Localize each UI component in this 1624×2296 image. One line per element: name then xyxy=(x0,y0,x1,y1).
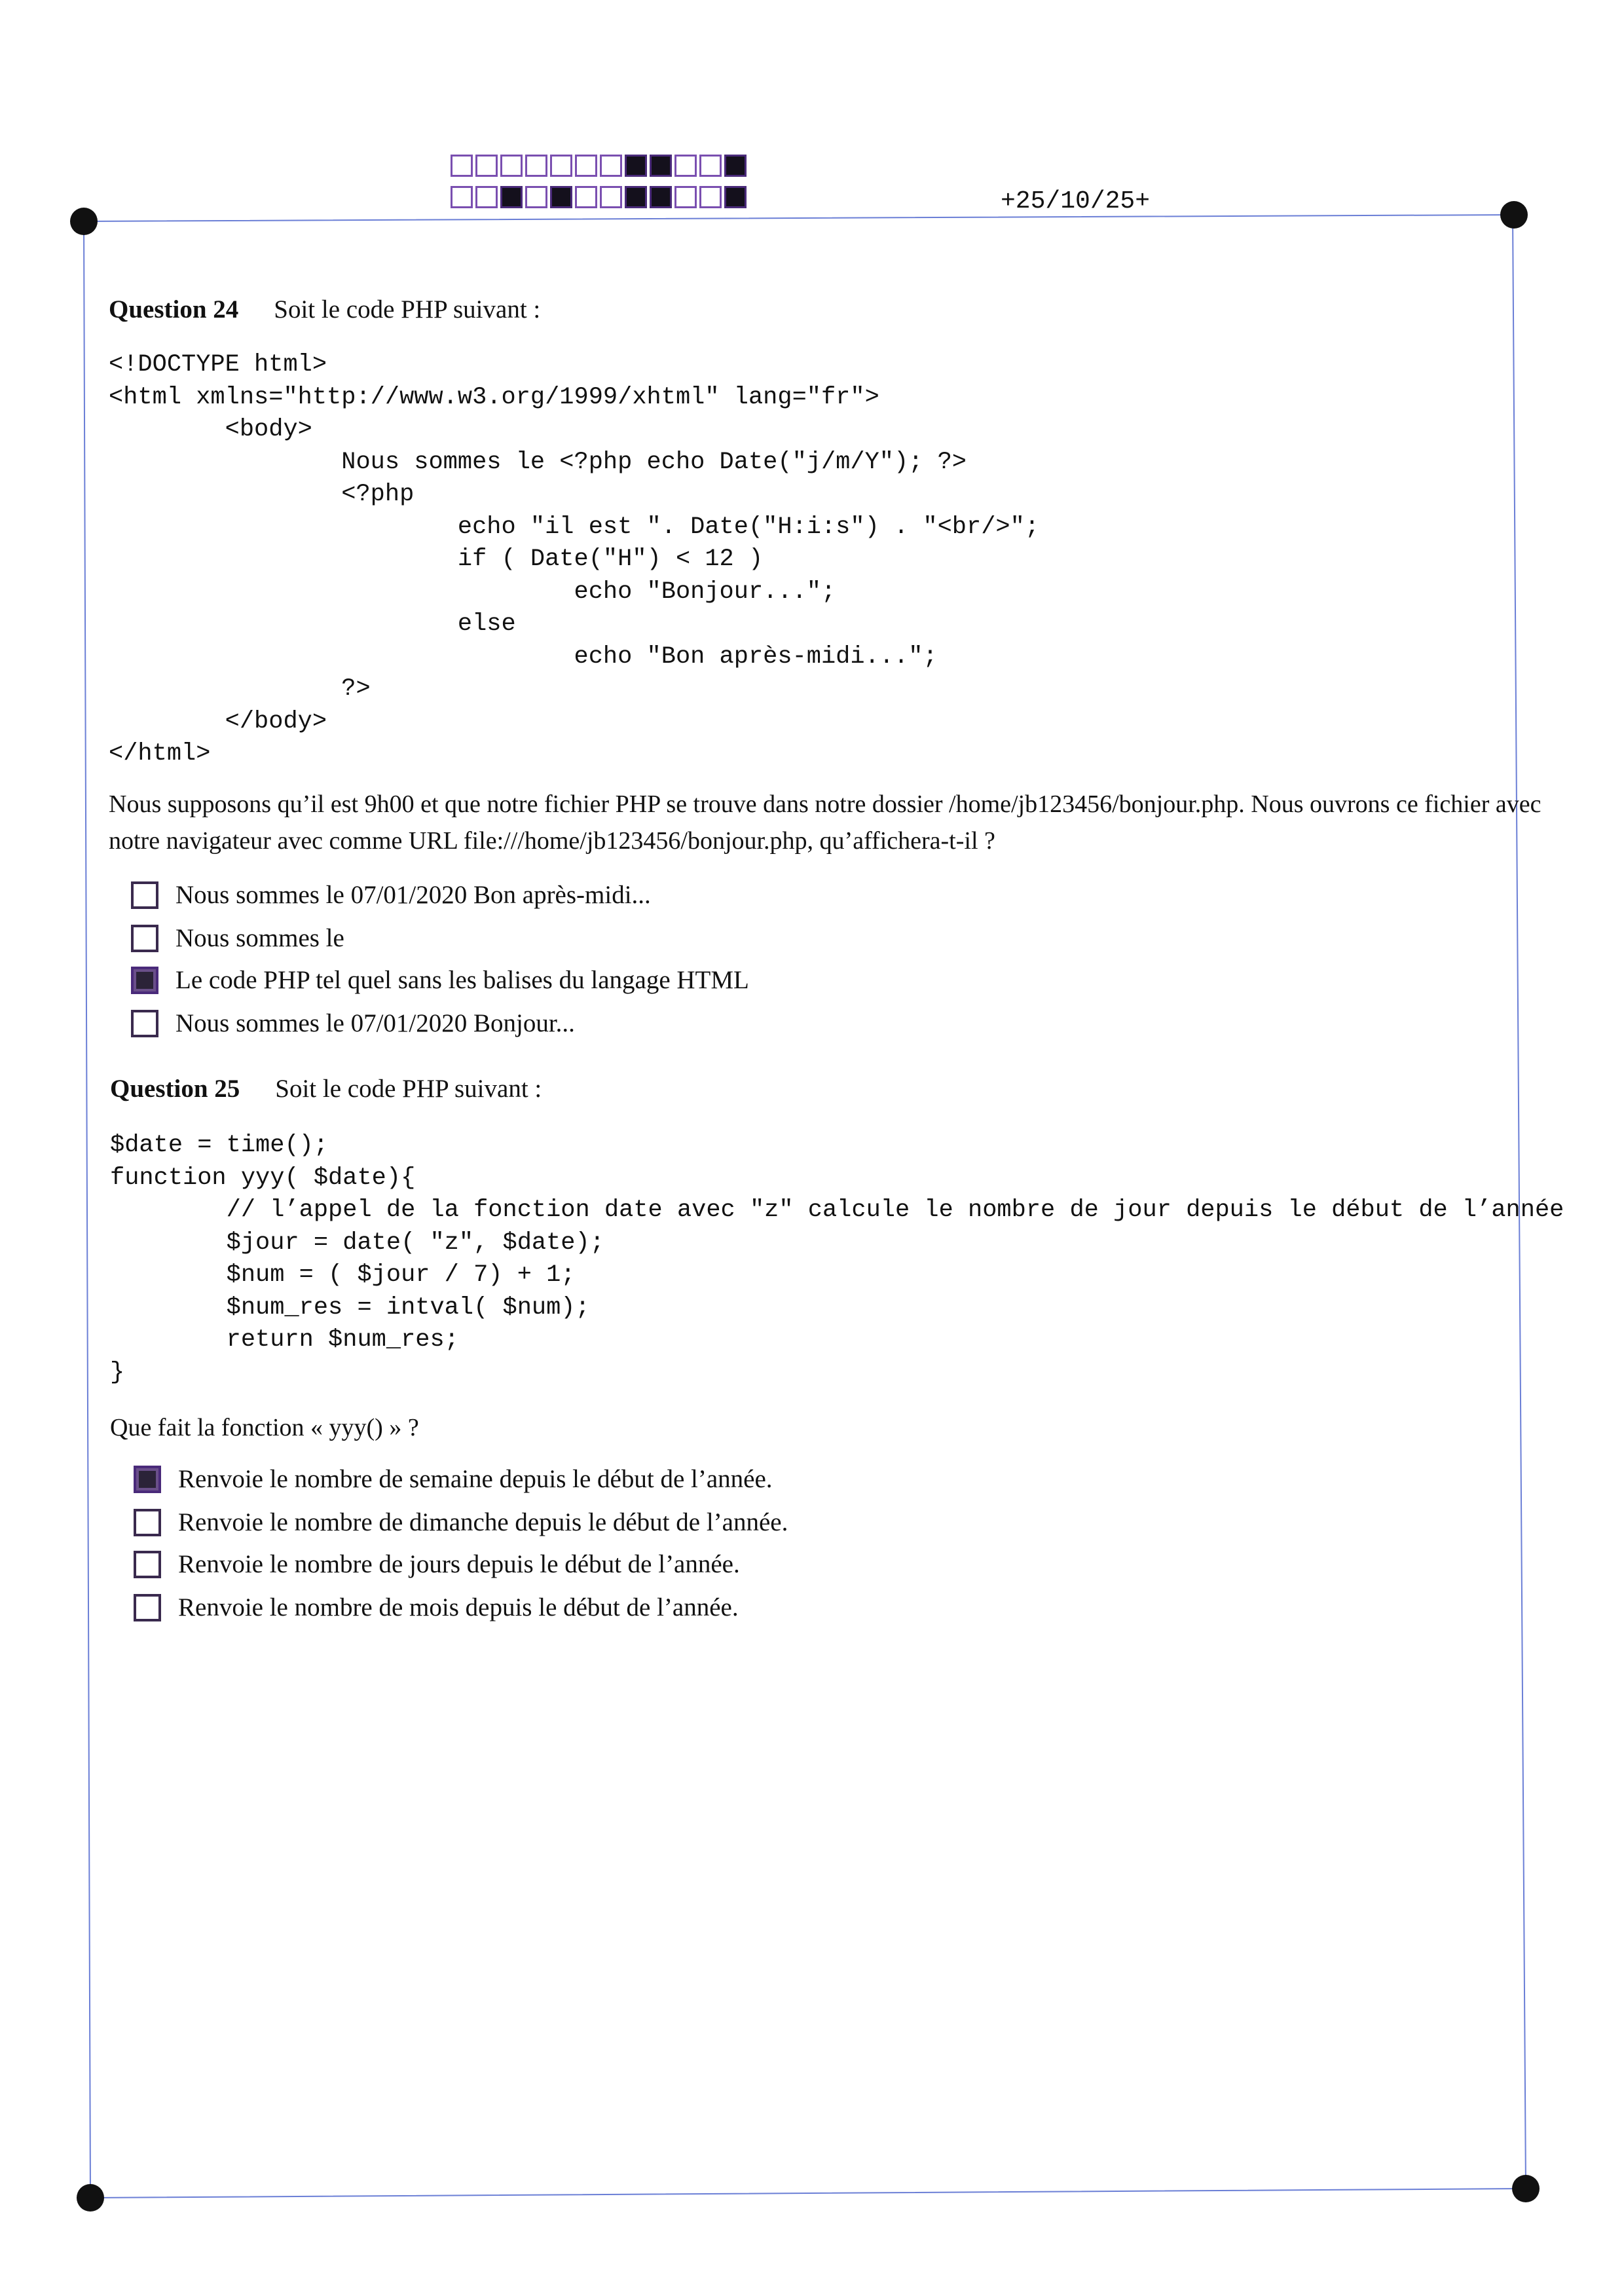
question-24-text: Nous supposons qu’il est 9h00 et que notre fichier PHP se trouve dans notre dossier /home/jb123456/bonjour.php. Nous ouvrons ce fichier avec notre navigateur avec comme URL file:///home/jb123456/bonjour.php, qu’affichera-t-il ? xyxy=(109,790,1541,855)
checkbox[interactable] xyxy=(131,881,158,909)
barcode-row-1 xyxy=(451,155,747,177)
answer-label: Le code PHP tel quel sans les balises du langage HTML xyxy=(175,966,749,994)
barcode-cell xyxy=(500,186,523,208)
question-24-label: Question 24 xyxy=(109,295,239,324)
question-25-header xyxy=(110,1074,542,1103)
checkbox[interactable] xyxy=(131,925,158,952)
corner-mark-bottom-left xyxy=(77,2184,104,2212)
barcode-cell xyxy=(625,186,647,208)
answer-label: Renvoie le nombre de dimanche depuis le début de l’année. xyxy=(178,1508,788,1536)
barcode-cell xyxy=(724,155,747,177)
answer-label: Nous sommes le xyxy=(175,924,344,952)
q24-answer-4[interactable] xyxy=(131,1009,575,1038)
q25-answer-4[interactable] xyxy=(134,1593,739,1622)
question-25-text: Que fait la fonction « yyy() » ? xyxy=(110,1414,419,1441)
barcode-cell xyxy=(525,155,547,177)
barcode-cell xyxy=(525,186,547,208)
barcode-cell xyxy=(600,186,622,208)
q25-answer-1[interactable] xyxy=(134,1464,773,1494)
barcode-cell xyxy=(600,155,622,177)
checkbox[interactable] xyxy=(131,1010,158,1037)
barcode-cell xyxy=(724,186,747,208)
checkbox[interactable] xyxy=(134,1551,161,1578)
checkbox[interactable] xyxy=(131,967,158,994)
barcode-cell xyxy=(575,186,597,208)
q25-answer-2[interactable] xyxy=(134,1508,788,1537)
barcode-cell xyxy=(699,186,722,208)
checkbox[interactable] xyxy=(134,1466,161,1493)
barcode-cell xyxy=(625,155,647,177)
q25-answer-3[interactable] xyxy=(134,1549,740,1579)
barcode-cell xyxy=(575,155,597,177)
barcode-cell xyxy=(699,155,722,177)
barcode-cell xyxy=(500,155,523,177)
page-id: +25/10/25+ xyxy=(1001,187,1151,215)
answer-label: Nous sommes le 07/01/2020 Bon après-midi... xyxy=(175,881,651,909)
checkbox[interactable] xyxy=(134,1509,161,1536)
question-25-label: Question 25 xyxy=(110,1075,240,1103)
answer-label: Renvoie le nombre de mois depuis le début de l’année. xyxy=(178,1593,739,1621)
barcode-cell xyxy=(650,186,672,208)
barcode-cell xyxy=(674,155,697,177)
question-24-header xyxy=(109,295,540,324)
barcode-cell xyxy=(475,155,498,177)
answer-label: Renvoie le nombre de semaine depuis le début de l’année. xyxy=(178,1465,773,1493)
barcode-cell xyxy=(451,155,473,177)
question-25-prompt: Soit le code PHP suivant : xyxy=(275,1075,542,1103)
barcode-cell xyxy=(674,186,697,208)
q24-answer-2[interactable] xyxy=(131,923,344,953)
barcode-cell xyxy=(451,186,473,208)
barcode-cell xyxy=(550,155,572,177)
barcode-row-2 xyxy=(451,186,747,208)
q24-answer-3[interactable] xyxy=(131,965,749,995)
question-25-code: $date = time(); function yyy( $date){ // l’appel de la fonction date avec "z" calcule le nombre de jour depuis le début de l’année $jour = date( "z", $date); $num = ( $jour / 7) + 1; $num_res = intval( $num); return $num_res; } xyxy=(110,1132,1564,1386)
barcode-cell xyxy=(475,186,498,208)
barcode-cell xyxy=(550,186,572,208)
barcode-cell xyxy=(650,155,672,177)
answer-label: Nous sommes le 07/01/2020 Bonjour... xyxy=(175,1009,575,1037)
corner-mark-bottom-right xyxy=(1512,2175,1540,2202)
q24-answer-1[interactable] xyxy=(131,880,651,910)
question-24-code: <!DOCTYPE html> <html xmlns="http://www.w3.org/1999/xhtml" lang="fr"> <body> Nous sommes le <?php echo Date("j/m/Y"); ?> <?php echo "il est ". Date("H:i:s") . "<br/>"; if ( Date("H") < 12 ) echo "Bonjour..."; else echo "Bon après-midi..."; ?> </body> </html> xyxy=(109,351,1040,768)
question-24-prompt: Soit le code PHP suivant : xyxy=(274,295,541,324)
checkbox[interactable] xyxy=(134,1594,161,1621)
corner-mark-top-left xyxy=(70,208,98,235)
corner-mark-top-right xyxy=(1500,201,1528,229)
answer-label: Renvoie le nombre de jours depuis le début de l’année. xyxy=(178,1550,740,1578)
